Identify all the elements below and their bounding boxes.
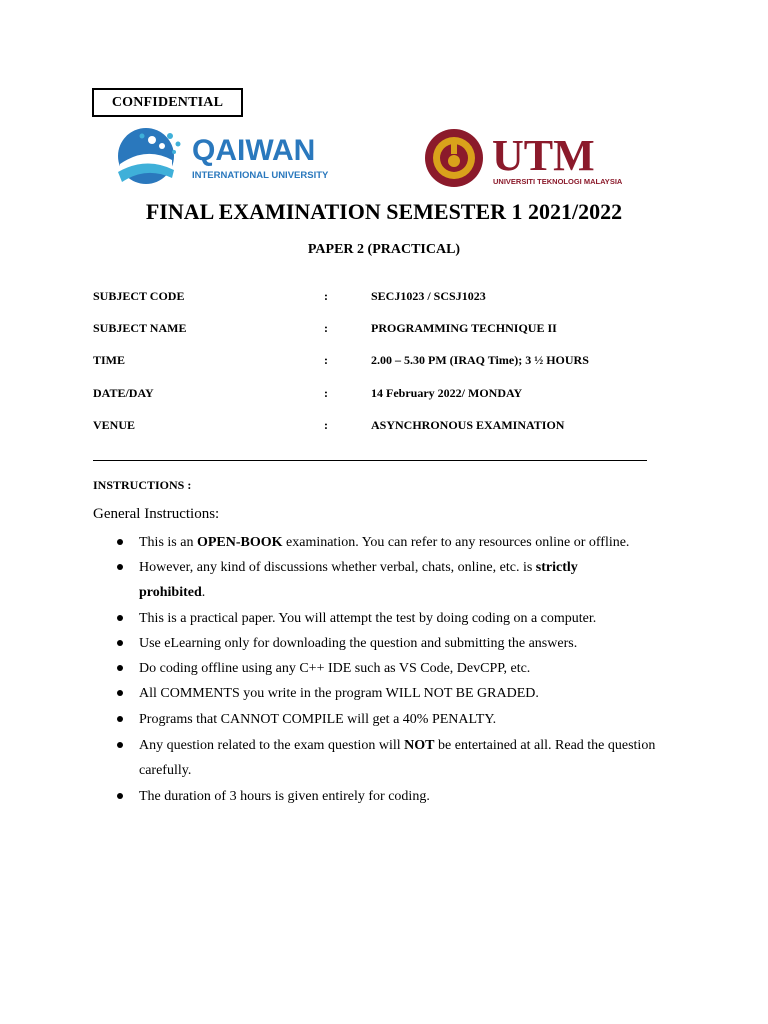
- detail-row-time: [93, 353, 693, 371]
- bullet-icon: [117, 539, 123, 545]
- instruction-text: Use eLearning only for downloading the question and submitting the answers.: [139, 636, 578, 651]
- detail-colon: :: [324, 353, 328, 367]
- bullet-icon: [117, 615, 123, 621]
- paper-title: PAPER 2 (PRACTICAL): [307, 242, 461, 257]
- utm-wordmark: UTM: [492, 131, 595, 180]
- instruction-text: Do coding offline using any C++ IDE such as VS Code, DevCPP, etc.: [139, 661, 531, 676]
- detail-value: 2.00 – 5.30 PM (IRAQ Time); 3 ½ HOURS: [371, 353, 589, 367]
- detail-label: VENUE: [93, 418, 136, 432]
- confidential-label: CONFIDENTIAL: [92, 88, 243, 117]
- qaiwan-wordmark: QAIWAN: [192, 134, 316, 167]
- bullet-icon: [117, 716, 123, 722]
- instruction-text: This is a practical paper. You will attempt the test by doing coding on a computer.: [139, 611, 597, 626]
- detail-value: 14 February 2022/ MONDAY: [371, 386, 523, 400]
- detail-row-venue: [93, 418, 693, 436]
- detail-label: TIME: [93, 353, 126, 367]
- detail-value: PROGRAMMING TECHNIQUE II: [371, 321, 557, 335]
- detail-colon: :: [324, 418, 328, 432]
- bullet-icon: [117, 742, 123, 748]
- detail-colon: :: [324, 386, 328, 400]
- instructions-heading: INSTRUCTIONS :: [93, 478, 192, 492]
- exam-title: FINAL EXAMINATION SEMESTER 1 2021/2022: [145, 199, 623, 224]
- qaiwan-subtitle: INTERNATIONAL UNIVERSITY: [192, 170, 329, 181]
- instruction-text: All COMMENTS you write in the program WILL NOT BE GRADED.: [139, 686, 539, 701]
- qaiwan-emblem-icon: [118, 128, 181, 184]
- bullet-icon: [117, 690, 123, 696]
- bullet-icon: [117, 793, 123, 799]
- detail-row-subject-name: [93, 321, 693, 339]
- separator-line: [93, 460, 647, 461]
- detail-row-date-day: [93, 386, 693, 404]
- detail-label: SUBJECT CODE: [93, 289, 185, 303]
- utm-subtitle: UNIVERSITI TEKNOLOGI MALAYSIA: [493, 177, 622, 186]
- utm-crest-icon: [425, 129, 483, 187]
- utm-logo: [422, 128, 622, 193]
- detail-colon: :: [324, 289, 328, 303]
- instruction-text: Any question related to the exam question will NOT be entertained at all. Read the question carefully.: [139, 738, 656, 778]
- detail-label: DATE/DAY: [93, 386, 154, 400]
- bullet-icon: [117, 564, 123, 570]
- detail-colon: :: [324, 321, 328, 335]
- general-instructions-label: General Instructions:: [93, 506, 220, 522]
- instruction-text: However, any kind of discussions whether verbal, chats, online, etc. is strictly prohibited.: [139, 560, 578, 600]
- detail-value: ASYNCHRONOUS EXAMINATION: [371, 418, 565, 432]
- detail-row-subject-code: [93, 289, 693, 307]
- qaiwan-logo: [112, 126, 344, 193]
- instruction-text: This is an OPEN-BOOK examination. You can refer to any resources online or offline.: [139, 535, 630, 550]
- bullet-icon: [117, 665, 123, 671]
- detail-value: SECJ1023 / SCSJ1023: [371, 289, 486, 303]
- bullet-icon: [117, 640, 123, 646]
- instruction-text: The duration of 3 hours is given entirely for coding.: [139, 789, 430, 804]
- detail-label: SUBJECT NAME: [93, 321, 187, 335]
- instruction-text: Programs that CANNOT COMPILE will get a 40% PENALTY.: [139, 712, 497, 727]
